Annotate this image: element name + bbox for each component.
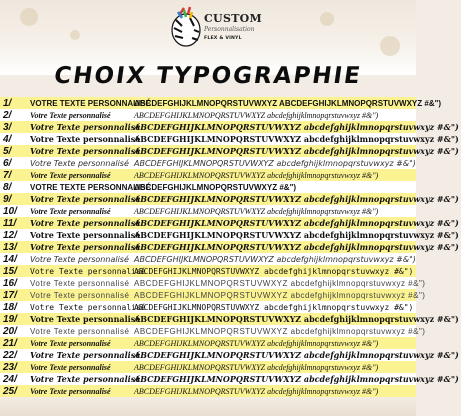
font-option-row[interactable] (0, 301, 416, 313)
font-alphabet-preview: ABCDEFGHIJKLMNOPQRSTUVWXYZ abcdefghijklmnopqrstuvwxyz #&") (134, 302, 414, 312)
font-alphabet-preview: ABCDEFGHIJKLMNOPQRSTUVWXYZ abcdefghijklmnopqrstuvwxyz #&") (134, 314, 459, 324)
font-alphabet-preview: ABCDEFGHIJKLMNOPQRSTUVWXYZ abcdefghijklmnopqrstuvwxyz #&") (134, 326, 426, 336)
font-option-row[interactable] (0, 217, 459, 229)
font-alphabet-preview: ABCDEFGHIJKLMNOPQRSTUVWXYZ abcdefghijklmnopqrstuvwxyz #&") (134, 194, 459, 204)
font-option-number: 24/ (3, 373, 17, 385)
font-option-number: 13/ (3, 241, 17, 253)
font-option-number: 17/ (3, 289, 17, 301)
font-option-row[interactable] (0, 97, 442, 109)
font-option-row[interactable] (0, 229, 459, 241)
font-sample-text: Votre Texte personnalisé (30, 278, 130, 288)
font-option-row[interactable] (0, 277, 426, 289)
font-sample-text: Votre Texte personnalisé (30, 122, 141, 132)
font-alphabet-preview: ABCDEFGHIJKLMNOPQRSTUVWXYZ abcdefghijklmnopqrstuvwxyz #&") (134, 278, 426, 288)
sparkle-decoration (20, 8, 38, 26)
font-option-row[interactable] (0, 289, 426, 301)
font-sample-text: Votre Texte personnalisé (30, 134, 141, 144)
font-option-number: 14/ (3, 253, 17, 265)
font-option-row[interactable] (0, 349, 459, 361)
font-sample-text: Votre Texte personnalisé (30, 374, 141, 384)
font-alphabet-preview: ABCDEFGHIJKLMNOPQRSTUVWXYZ abcdefghijklmnopqrstuvwxyz #&") (134, 266, 414, 276)
font-option-row[interactable] (0, 109, 416, 121)
font-option-number: 22/ (3, 349, 17, 361)
font-option-row[interactable] (0, 121, 459, 133)
font-option-number: 15/ (3, 265, 17, 277)
typography-list (0, 97, 459, 397)
font-option-number: 8/ (3, 181, 12, 193)
font-sample-text: Votre Texte personnalisé (30, 266, 146, 276)
font-alphabet-preview: ABCDEFGHIJKLMNOPQRSTUVWXYZ abcdefghijklmnopqrstuvwxyz #&") (134, 338, 379, 348)
font-alphabet-preview: ABCDEFGHIJKLMNOPQRSTUVWXYZ abcdefghijklmnopqrstuvwxyz #&") (134, 146, 459, 156)
font-option-row[interactable] (0, 325, 426, 337)
font-option-row[interactable] (0, 205, 416, 217)
font-alphabet-preview: ABCDEFGHIJKLMNOPQRSTUVWXYZ abcdefghijklmnopqrstuvwxyz #&") (134, 350, 459, 360)
font-option-number: 18/ (3, 301, 17, 313)
font-option-row[interactable] (0, 193, 459, 205)
font-option-row[interactable] (0, 181, 416, 193)
font-sample-text: Votre Texte personnalisé (30, 230, 141, 240)
font-option-row[interactable] (0, 241, 459, 253)
font-sample-text: Votre Texte personnalisé (30, 338, 111, 348)
font-alphabet-preview: ABCDEFGHIJKLMNOPQRSTUVWXYZ abcdefghijklmnopqrstuvwxyz #&") (134, 110, 379, 120)
font-alphabet-preview: ABCDEFGHIJKLMNOPQRSTUVWXYZ abcdefghijklmnopqrstuvwxyz #&") (134, 386, 379, 396)
font-option-row[interactable] (0, 337, 416, 349)
page-title: CHOIX TYPOGRAPHIE (52, 63, 364, 89)
zebra-icon (168, 6, 204, 50)
font-option-number: 11/ (3, 217, 17, 229)
font-alphabet-preview: ABCDEFGHIJKLMNOPQRSTUVWXYZ abcdefghijklmnopqrstuvwxyz #&") (134, 374, 459, 384)
font-alphabet-preview: ABCDEFGHIJKLMNOPQRSTUVWXYZ abcdefghijklmnopqrstuvwxyz #&") (134, 290, 426, 300)
brand-logo (168, 2, 263, 58)
font-alphabet-preview: ABCDEFGHIJKLMNOPQRSTUVWXYZ abcdefghijklmnopqrstuvwxyz #&") (134, 134, 459, 144)
font-option-row[interactable] (0, 361, 416, 373)
font-sample-text: Votre Texte personnalisé (30, 254, 129, 264)
font-alphabet-preview: ABCDEFGHIJKLMNOPQRSTUVWXYZ abcdefghijklmnopqrstuvwxyz #&") (134, 122, 459, 132)
font-option-number: 9/ (3, 193, 12, 205)
font-option-row[interactable] (0, 169, 416, 181)
font-sample-text: Votre Texte personnalisé (30, 206, 111, 216)
font-alphabet-preview: ABCDEFGHIJKLMNOPQRSTUVWXYZ #&") (134, 182, 297, 192)
font-option-row[interactable] (0, 385, 416, 397)
font-sample-text: Votre Texte personnalisé (30, 386, 111, 396)
font-sample-text: Votre Texte personnalisé (30, 350, 141, 360)
font-sample-text: Votre Texte personnalisé (30, 326, 130, 336)
font-option-number: 20/ (3, 325, 17, 337)
font-option-number: 4/ (3, 133, 12, 145)
font-alphabet-preview: ABCDEFGHIJKLMNOPQRSTUVWXYZ abcdefghijklmnopqrstuvwxyz #&") (134, 170, 379, 180)
font-option-row[interactable] (0, 133, 459, 145)
font-alphabet-preview: ABCDEFGHIJKLMNOPQRSTUVWXYZ abcdefghijklmnopqrstuvwxyz #&") (134, 254, 416, 264)
font-sample-text: Votre Texte personnalisé (30, 110, 111, 120)
font-option-number: 16/ (3, 277, 17, 289)
font-alphabet-preview: ABCDEFGHIJKLMNOPQRSTUVWXYZ abcdefghijklmnopqrstuvwxyz #&") (134, 206, 379, 216)
footer-background (0, 397, 416, 416)
font-option-row[interactable] (0, 253, 416, 265)
font-option-row[interactable] (0, 373, 459, 385)
font-alphabet-preview: ABCDEFGHIJKLMNOPQRSTUVWXYZ abcdefghijklmnopqrstuvwxyz #&") (134, 362, 379, 372)
font-sample-text: Votre Texte personnalisé (30, 242, 141, 252)
brand-tagline: FLEX & VINYL (204, 36, 242, 41)
font-sample-text: Votre Texte personnalisé (30, 194, 141, 204)
sparkle-decoration (320, 12, 334, 26)
font-option-row[interactable] (0, 145, 459, 157)
font-alphabet-preview: ABCDEFGHIJKLMNOPQRSTUVWXYZ abcdefghijklmnopqrstuvwxyz #&") (134, 158, 416, 168)
font-option-number: 2/ (3, 109, 12, 121)
font-option-number: 7/ (3, 169, 12, 181)
font-sample-text: VOTRE TEXTE PERSONNALISÉ (30, 182, 151, 192)
font-option-number: 3/ (3, 121, 12, 133)
font-sample-text: Votre Texte personnalisé (30, 302, 146, 312)
font-option-row[interactable] (0, 265, 416, 277)
font-option-row[interactable] (0, 157, 416, 169)
font-sample-text: Votre Texte personnalisé (30, 362, 111, 372)
font-sample-text: Votre Texte personnalisé (30, 218, 141, 228)
font-sample-text: Votre Texte personnalisé (30, 290, 130, 300)
font-sample-text: VOTRE TEXTE PERSONNALISÉ (30, 98, 151, 108)
sparkle-decoration (70, 30, 80, 40)
font-option-number: 6/ (3, 157, 12, 169)
font-option-number: 10/ (3, 205, 17, 217)
font-option-number: 25/ (3, 385, 17, 397)
font-option-number: 12/ (3, 229, 17, 241)
font-option-number: 19/ (3, 313, 17, 325)
sparkle-decoration (380, 36, 400, 56)
font-option-row[interactable] (0, 313, 459, 325)
font-sample-text: Votre Texte personnalisé (30, 314, 141, 324)
font-sample-text: Votre Texte personnalisé (30, 146, 141, 156)
font-option-number: 1/ (3, 97, 12, 109)
font-alphabet-preview: ABCDEFGHIJKLMNOPQRSTUVWXYZ ABCDEFGHIJKLMNOPQRSTUVWXYZ #&") (134, 98, 442, 108)
font-alphabet-preview: ABCDEFGHIJKLMNOPQRSTUVWXYZ abcdefghijklmnopqrstuvwxyz #&") (134, 242, 459, 252)
font-alphabet-preview: ABCDEFGHIJKLMNOPQRSTUVWXYZ abcdefghijklmnopqrstuvwxyz #&") (134, 230, 459, 240)
font-option-number: 5/ (3, 145, 12, 157)
font-option-number: 23/ (3, 361, 17, 373)
font-sample-text: Votre Texte personnalisé (30, 158, 129, 168)
font-alphabet-preview: ABCDEFGHIJKLMNOPQRSTUVWXYZ abcdefghijklmnopqrstuvwxyz #&") (134, 218, 459, 228)
brand-name: CUSTOM (204, 12, 263, 25)
brand-subtitle: Personnalisation (204, 26, 255, 33)
font-option-number: 21/ (3, 337, 17, 349)
font-sample-text: Votre Texte personnalisé (30, 170, 111, 180)
